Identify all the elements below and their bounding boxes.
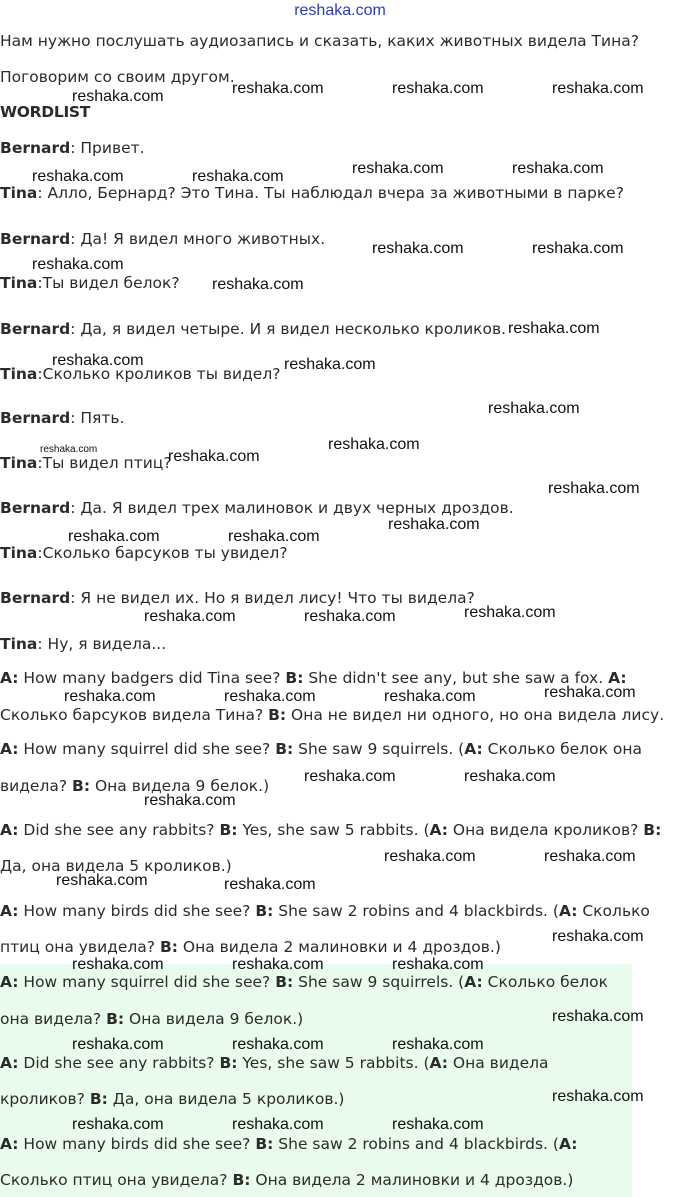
watermark: reshaka.com — [232, 1116, 324, 1133]
qa-text: Она видела 9 белок.) — [124, 1010, 304, 1028]
watermark: reshaka.com — [72, 1116, 164, 1133]
watermark: reshaka.com — [168, 448, 260, 465]
speaker-separator: : — [37, 635, 48, 653]
qa-line — [0, 705, 664, 725]
watermark: reshaka.com — [144, 608, 236, 625]
qa-line — [0, 668, 627, 688]
watermark: reshaka.com — [548, 480, 640, 497]
speaker-separator: : — [37, 274, 43, 292]
watermark: reshaka.com — [228, 528, 320, 545]
speaker-separator: : — [37, 184, 48, 202]
qa-speaker-label: A: — [0, 1054, 19, 1072]
watermark: reshaka.com — [192, 168, 284, 185]
watermark: reshaka.com — [232, 80, 324, 97]
qa-line — [0, 1134, 577, 1154]
watermark: reshaka.com — [68, 528, 160, 545]
watermark: reshaka.com — [512, 160, 604, 177]
qa-speaker-label: B: — [159, 938, 178, 956]
watermark: reshaka.com — [392, 1036, 484, 1053]
watermark: reshaka.com — [212, 276, 304, 293]
watermark: reshaka.com — [72, 956, 164, 973]
highlighted-answer-block — [0, 964, 632, 1197]
qa-speaker-label: B: — [219, 1054, 238, 1072]
watermark: reshaka.com — [552, 1088, 644, 1105]
qa-speaker-label: A: — [0, 1135, 19, 1153]
watermark: reshaka.com — [224, 688, 316, 705]
qa-text: Она видела 2 малиновки и 4 дроздов.) — [250, 1171, 574, 1189]
qa-text: Did she see any rabbits? — [18, 821, 220, 839]
watermark: reshaka.com — [64, 688, 156, 705]
qa-text: Yes, she saw 5 rabbits. ( — [237, 821, 430, 839]
qa-text: Да, она видела 5 кроликов.) — [107, 1090, 345, 1108]
qa-speaker-label: A: — [0, 973, 19, 991]
wordlist-heading: WORDLIST — [0, 103, 91, 121]
qa-speaker-label: B: — [275, 973, 294, 991]
watermark: reshaka.com — [388, 516, 480, 533]
speaker-name: Bernard — [0, 320, 71, 338]
qa-speaker-label: A: — [0, 669, 19, 687]
qa-line — [0, 901, 650, 921]
watermark: reshaka.com — [488, 400, 580, 417]
watermark: reshaka.com — [72, 1036, 164, 1053]
speaker-name: Bernard — [0, 409, 71, 427]
dialogue-text: Сколько кроликов ты видел? — [42, 365, 281, 383]
qa-text: She saw 2 robins and 4 blackbirds. ( — [273, 902, 559, 920]
qa-speaker-label: B: — [232, 1171, 251, 1189]
dialogue-line — [0, 138, 145, 158]
qa-text: How many squirrel did she see? — [18, 973, 276, 991]
watermark: reshaka.com — [508, 320, 600, 337]
site-link[interactable]: reshaka.com — [294, 2, 386, 19]
qa-speaker-label: B: — [275, 740, 294, 758]
watermark: reshaka.com — [304, 768, 396, 785]
dialogue-text: Алло, Бернард? Это Тина. Ты наблюдал вчера за животными в парке? — [47, 184, 624, 202]
qa-speaker-label: B: — [89, 1090, 108, 1108]
qa-speaker-label: B: — [285, 669, 304, 687]
qa-text: кроликов? — [0, 1090, 90, 1108]
watermark: reshaka.com — [384, 688, 476, 705]
dialogue-text: Ну, я видела... — [47, 635, 167, 653]
qa-text: How many birds did she see? — [18, 1135, 256, 1153]
speaker-name: Bernard — [0, 230, 71, 248]
qa-speaker-label: A: — [429, 1054, 448, 1072]
watermark: reshaka.com — [532, 240, 624, 257]
watermark: reshaka.com — [392, 1116, 484, 1133]
qa-speaker-label: B: — [255, 1135, 274, 1153]
qa-line — [0, 1089, 344, 1109]
qa-text: Сколько птиц она увидела? — [0, 1171, 233, 1189]
qa-text: She didn't see any, but she saw a fox. — [303, 669, 609, 687]
speaker-name: Tina — [0, 635, 38, 653]
qa-speaker-label: A: — [0, 902, 19, 920]
qa-speaker-label: A: — [0, 740, 19, 758]
qa-text: Сколько белок — [482, 973, 608, 991]
dialogue-text: Ты видел белок? — [42, 274, 180, 292]
qa-text: Она не видел ни одного, но она видела лису. — [286, 706, 665, 724]
qa-speaker-label: A: — [0, 821, 19, 839]
dialogue-text: Да! Я видел много животных. — [80, 230, 326, 248]
qa-text: How many badgers did Tina see? — [18, 669, 286, 687]
watermark: reshaka.com — [304, 608, 396, 625]
qa-speaker-label: A: — [464, 973, 483, 991]
qa-text: She saw 9 squirrels. ( — [293, 973, 465, 991]
qa-speaker-label: A: — [464, 740, 483, 758]
speaker-separator: : — [37, 544, 43, 562]
speaker-separator: : — [70, 499, 81, 517]
watermark: reshaka.com — [224, 876, 316, 893]
qa-line — [0, 972, 608, 992]
dialogue-line — [0, 183, 624, 203]
qa-speaker-label: B: — [643, 821, 662, 839]
qa-speaker-label: A: — [429, 821, 448, 839]
qa-text: она видела? — [0, 1010, 107, 1028]
qa-text: Она видела — [448, 1054, 549, 1072]
speaker-name: Tina — [0, 184, 38, 202]
qa-text: Да, она видела 5 кроликов.) — [0, 857, 232, 875]
qa-text: Она видела 2 малиновки и 4 дроздов.) — [177, 938, 501, 956]
dialogue-text: Пять. — [80, 409, 125, 427]
watermark: reshaka.com — [384, 848, 476, 865]
qa-speaker-label: B: — [268, 706, 287, 724]
qa-speaker-label: B: — [106, 1010, 125, 1028]
qa-text: Она видела 9 белок.) — [90, 777, 270, 795]
watermark: reshaka.com — [552, 928, 644, 945]
qa-speaker-label: A: — [608, 669, 627, 687]
speaker-name: Tina — [0, 454, 38, 472]
dialogue-text: Ты видел птиц? — [42, 454, 172, 472]
qa-line — [0, 739, 642, 759]
qa-text: Did she see any rabbits? — [18, 1054, 220, 1072]
qa-line — [0, 937, 501, 957]
dialogue-text: Я не видел их. Но я видел лису! Что ты видела? — [80, 589, 475, 607]
qa-text: How many birds did she see? — [18, 902, 256, 920]
qa-speaker-label: A: — [558, 902, 578, 920]
qa-line — [0, 820, 661, 840]
speaker-separator: : — [70, 589, 81, 607]
watermark: reshaka.com — [464, 768, 556, 785]
dialogue-text: Да, я видел четыре. И я видел несколько кроликов. — [80, 320, 507, 338]
dialogue-line — [0, 229, 325, 249]
watermark: reshaka.com — [52, 352, 144, 369]
speaker-separator: : — [70, 409, 81, 427]
watermark: reshaka.com — [544, 684, 636, 701]
watermark: reshaka.com — [144, 792, 236, 809]
speaker-name: Bernard — [0, 589, 71, 607]
dialogue-line — [0, 543, 288, 563]
watermark: reshaka.com — [232, 1036, 324, 1053]
dialogue-line — [0, 273, 180, 293]
dialogue-line — [0, 408, 124, 428]
qa-speaker-label: B: — [219, 821, 238, 839]
watermark: reshaka.com — [372, 240, 464, 257]
qa-text: Сколько белок она — [482, 740, 643, 758]
qa-speaker-label: A: — [558, 1135, 578, 1153]
watermark: reshaka.com — [56, 872, 148, 889]
watermark: reshaka.com — [552, 80, 644, 97]
dialogue-line — [0, 319, 506, 339]
qa-text: птиц она увидела? — [0, 938, 160, 956]
qa-text: She saw 9 squirrels. ( — [293, 740, 465, 758]
qa-text: Сколько — [577, 902, 650, 920]
qa-line — [0, 1170, 573, 1190]
watermark: reshaka.com — [284, 356, 376, 373]
watermark: reshaka.com — [328, 436, 420, 453]
watermark: reshaka.com — [32, 168, 124, 185]
dialogue-text: Да. Я видел трех малиновок и двух черных дроздов. — [80, 499, 514, 517]
watermark: reshaka.com — [392, 80, 484, 97]
watermark: reshaka.com — [40, 444, 98, 455]
qa-text: Сколько барсуков видела Тина? — [0, 706, 269, 724]
watermark: reshaka.com — [392, 956, 484, 973]
qa-text: видела? — [0, 777, 73, 795]
speaker-name: Tina — [0, 544, 38, 562]
dialogue-text: Привет. — [80, 139, 145, 157]
qa-line — [0, 1009, 303, 1029]
qa-text: How many squirrel did she see? — [18, 740, 276, 758]
qa-speaker-label: B: — [255, 902, 274, 920]
watermark: reshaka.com — [552, 1008, 644, 1025]
dialogue-line — [0, 588, 475, 608]
watermark: reshaka.com — [352, 160, 444, 177]
speaker-separator: : — [37, 454, 43, 472]
watermark: reshaka.com — [544, 848, 636, 865]
qa-line — [0, 1053, 549, 1073]
speaker-separator: : — [37, 365, 43, 383]
watermark: reshaka.com — [232, 956, 324, 973]
dialogue-line — [0, 634, 166, 654]
speaker-name: Tina — [0, 274, 38, 292]
qa-text: Yes, she saw 5 rabbits. ( — [237, 1054, 430, 1072]
dialogue-text: Сколько барсуков ты увидел? — [42, 544, 288, 562]
qa-text: Она видела кроликов? — [448, 821, 644, 839]
speaker-name: Bernard — [0, 139, 71, 157]
speaker-name: Bernard — [0, 499, 71, 517]
speaker-separator: : — [70, 139, 81, 157]
task-text: Нам нужно послушать аудиозапись и сказать, каких животных видела Тина? — [0, 32, 639, 50]
speaker-separator: : — [70, 230, 81, 248]
watermark: reshaka.com — [464, 604, 556, 621]
watermark: reshaka.com — [32, 256, 124, 273]
qa-speaker-label: B: — [72, 777, 91, 795]
speaker-name: Tina — [0, 365, 38, 383]
task-subtext: Поговорим со своим другом. — [0, 68, 235, 86]
speaker-separator: : — [70, 320, 81, 338]
qa-text: She saw 2 robins and 4 blackbirds. ( — [273, 1135, 559, 1153]
watermark: reshaka.com — [72, 88, 164, 105]
dialogue-line — [0, 498, 514, 518]
